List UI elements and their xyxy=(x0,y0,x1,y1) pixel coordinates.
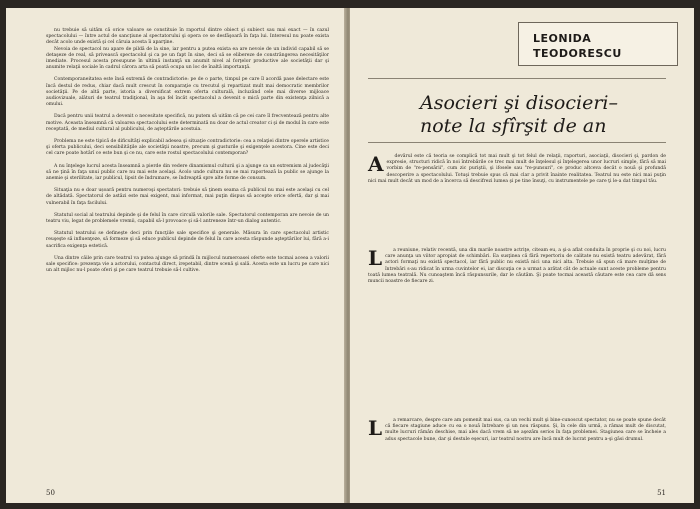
right-page xyxy=(350,8,694,503)
author-first-name: LEONIDA xyxy=(533,32,592,45)
section-text: a remarcare, despre care am pomenit mai sus, ca un vechi mult şi bine-cunoscut spectator, nu se poate spune decât că fiecare stagiune aduce cu ea o nouă întrebare şi un nou răspuns. Şi, în cele din urmă, a rămas mult de discutat, multe lucruri rămân deschise, mai ales dacă vrem să ne aşezăm serios în faţa problemei. Stagiunea care se încheie a adus spectacole bune, dar şi destule eşecuri, iar teatrul nostru are încă mult de lucrat pentru a-şi găsi drumul. xyxy=(385,418,666,442)
author-last-name: TEODORESCU xyxy=(533,47,622,60)
paragraph: Situaţia nu e doar ușoară pentru numeroşi spectatori: trebuie să ţinem seama că publicul nu mai este acelaşi cu cel de altădată. Spectatorul de astăzi este mai exigent, mai informat, mai puţin dispus să accepte orice ofertă, dar şi mai vulnerabil în faţa facilului. xyxy=(46,188,329,206)
article-section-3 xyxy=(368,418,666,443)
title-rule-bottom xyxy=(368,142,666,143)
page-number-right: 51 xyxy=(657,489,666,497)
left-page-text xyxy=(46,28,329,275)
title-line-2: note la sfîrşit de an xyxy=(420,115,607,137)
left-page xyxy=(6,8,346,503)
article-section-2 xyxy=(368,248,666,285)
paragraph: Dacă pentru unii teatrul a devenit o necesitate specifică, nu putem să uităm că pe cei care îl frecventează pentru alte motive. Aceasta înseamnă că valoarea spectacolului este determinată nu doar de actul creator ci şi de modul în care este receptată, de mediul cultural al publicului, de aşteptările acestuia. xyxy=(46,114,329,132)
paragraph: nu trebuie să uităm că orice valoare se constituie în raportul dintre obiect şi subiect sau mai exact — în cazul spectacolului — între actul de sancţiune al spectatorului şi opera ce se desfăşoară în faţa lui. Interesul nu poate exista decât acolo unde există şi cel căruia acesta îi aparţine. xyxy=(46,28,329,46)
article-section-1 xyxy=(368,154,666,185)
title-rule-top xyxy=(368,78,666,79)
paragraph: Statutul teatrului se defineşte deci prin funcţiile sale specifice şi generale. Măsura în care spectacolul artistic reuşeşte să influenţeze, să formeze şi să educe publicul depinde de felul în care acesta răspunde aşteptărilor lui, fără a-i sacrifica exigenţa estetică. xyxy=(46,231,329,249)
paragraph: Nevoia de spectacol nu apare de pildă de la sine, iar pentru a putea exista ea are nevoie de un individ capabil să se detaşeze de real, să privească spectacolul şi ca pe un fapt în sine, deci să se elibereze de constrângerea necesităţilor imediate. Procesul acesta presupune în ultimă instanţă un anumit nivel al forţelor productive ale societăţii dar şi anumite relaţii sociale în cadrul cărora arta să poată ocupa un loc de înaltă importanţă. xyxy=(46,46,329,71)
article-title xyxy=(420,92,670,138)
title-line-1: Asocieri şi disocieri– xyxy=(420,92,618,114)
paragraph: Contemporaneitatea este însă extremă de contradictorie: pe de o parte, timpul pe care îl acordă pase delectare este încă destul de redus, chiar dacă mult crescut în comparaţie cu trecutul şi repartizat mult mai democratic membrilor societăţii. Pe de altă parte, istoria a diversificat extrem oferta culturală, incluzând cele mai diverse mijloace audiovizuale, alături de teatrul tradiţional, în aşa fel încât spectacolul a devenit o mică parte din existenţa zilnică a omului. xyxy=(46,77,329,108)
paragraph: Statutul social al teatrului depinde şi de felul în care circulă valorile sale. Spectatorul contemporan are nevoie de un teatru viu, legat de problemele vremii, capabil să-l provoace şi să-l antreneze într-un dialog autentic. xyxy=(46,212,329,225)
drop-cap: L xyxy=(368,416,383,440)
section-text: a reuniune, relativ recentă, una din marile noastre actriţe, citeam eu, a şi-a aflat conduita în proprie şi cu noi, lucru care anunţa un viitor apropiat de schimbări. Ea susţinea că fără repertoriu de calitate nu există teatru adevărat, fără actori formaţi nu există spectacol, iar fără public nu există nici una nici alta. Trebuie să spun că mare mulţime de întrebări s-au ridicat în urma cuvintelor ei, iar discuţia ce a urmat a arătat cât de actuale sunt aceste probleme pentru toată lumea teatrală. Nu cunoaştem încă răspunsurile, dar le căutăm. Şi poate tocmai această căutare este cea care dă sens muncii noastre de fiecare zi. xyxy=(368,248,666,285)
drop-cap: A xyxy=(368,152,384,176)
author-name-box xyxy=(518,22,678,66)
paragraph: Problema ne este tipică de dificultăţi explicabil adesea şi situaţie contradictorie: cea a relaţiei dintre operele artistice şi oferta publicului, deci sensibilităţile ale societăţii noastre, precum şi gusturile şi exigenţele acestora. Cine este deci cel care poate hotărî ce este bun şi ce nu, care este rostul spectacolului contemporan? xyxy=(46,139,329,157)
section-text: devărul este că teoria se complică tot mai mult şi tot felul de relaţii, raporturi, asociaţii, disocieri şi, pardon de expresie, structuri ridică în noi întrebările ce trec mai mult de înţelesul şi înţelegerea unor lucruri simple, fără să mai vorbim de "re-pensării", cum zic puriştii, şi ifosele sau "re-punsuri", ce produc altceva decât o nouă şi profundă descoperire a spectacolului. Totuşi trebuie spus că mai clar a privit înainte realitatea. Teatrul nu este nici mai puţin nici mai mult decât un mod de a încerca să descifrezi lumea şi pe tine însuţi, cu instrumentele pe care ţi le-a dat timpul tău. xyxy=(368,154,666,184)
drop-cap: L xyxy=(368,246,383,270)
paragraph: A nu înţelege lucrul acesta înseamnă a pierde din vedere dinamismul culturii şi a ajunge ca un extremism al judecăţii să ne ţină în faţa unui public care nu mai este acelaşi. Acolo unde cultura nu se mai raportează la public se ajunge la anemie şi sterilitate, iar publicul, lipsit de îndrumare, se îndreaptă spre alte forme de consum. xyxy=(46,163,329,182)
page-number-left: 50 xyxy=(46,489,55,497)
paragraph: Una dintre căile prin care teatrul va putea ajunge să prindă în mijlocul numeroasei oferte este tocmai aceea a valorii sale specifice: prezenţa vie a actorului, contactul direct, irepetabil, dintre scenă şi sală. Acesta este un lucru pe care nici un alt mijloc nu-l poate oferi şi pe care teatrul trebuie să-l cultive. xyxy=(46,255,329,274)
